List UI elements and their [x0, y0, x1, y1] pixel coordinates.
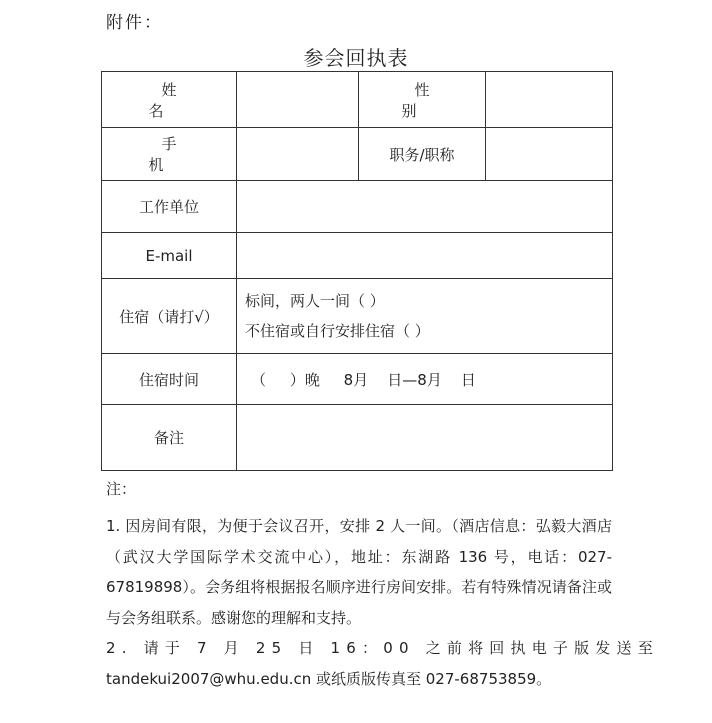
stay-time-input-cell[interactable]	[237, 354, 613, 405]
remarks-input-cell[interactable]	[237, 405, 613, 471]
phone-label-cell	[102, 128, 237, 181]
name-row	[102, 72, 613, 128]
accommodation-option-no-stay[interactable]: 不住宿或自行安排住宿（ ）	[245, 322, 430, 340]
note-1: 1. 因房间有限，为便于会议召开，安排 2 人一间。（酒店信息：弘毅大酒店（武汉大学国际学术交流中心），地址：东湖路 136 号，电话：027-67819898）。会务组将根据报名顺序进行房间安排。若有特殊情况请备注或与会务组联系。感谢您的理解和支持。	[106, 517, 612, 627]
phone-row	[102, 128, 613, 181]
stay-time-label-cell	[102, 354, 237, 405]
gender-label: 性 别	[401, 80, 456, 120]
employer-input-cell[interactable]	[237, 181, 613, 233]
employer-label-cell	[102, 181, 237, 233]
stay-time-value: （ ）晚 8月 日—8月 日	[251, 370, 476, 389]
accommodation-row	[102, 279, 613, 354]
position-label-cell	[359, 128, 486, 181]
employer-row	[102, 181, 613, 233]
remarks-label-cell	[102, 405, 237, 471]
phone-label: 手 机	[148, 135, 203, 174]
accommodation-option-shared-room[interactable]: 标间，两人一间（ ）	[245, 292, 385, 310]
attachment-label: 附件：	[106, 13, 163, 33]
email-label-cell	[102, 233, 237, 279]
stay-time-row	[102, 354, 613, 405]
email-row	[102, 233, 613, 279]
accommodation-label-cell	[102, 279, 237, 354]
accommodation-options-cell	[237, 279, 613, 354]
phone-input-cell[interactable]	[237, 128, 359, 181]
notes-heading: 注：	[106, 480, 137, 498]
remarks-label: 备注	[153, 429, 184, 447]
note-2-line-2: tandekui2007@whu.edu.cn 或纸质版传真至 027-68753859。	[106, 669, 552, 688]
form-title: 参会回执表	[303, 46, 409, 70]
name-label: 姓 名	[148, 80, 203, 120]
registration-form-table	[101, 71, 613, 471]
remarks-row	[102, 405, 613, 471]
note-2-line-1: 2. 请于 7 月 25 日 16：00 之前将回执电子版发送至	[106, 639, 659, 657]
employer-label: 工作单位	[138, 198, 199, 216]
gender-label-cell	[359, 72, 486, 128]
email-input-cell[interactable]	[237, 233, 613, 279]
name-label-cell	[102, 72, 237, 128]
stay-time-label: 住宿时间	[138, 370, 199, 389]
notes-section	[106, 478, 659, 694]
position-input-cell[interactable]	[486, 128, 613, 181]
email-label: E-mail	[145, 246, 193, 265]
gender-input-cell[interactable]	[486, 72, 613, 128]
name-input-cell[interactable]	[237, 72, 359, 128]
accommodation-label: 住宿（请打√）	[119, 307, 219, 326]
position-label: 职务/职称	[389, 145, 455, 164]
